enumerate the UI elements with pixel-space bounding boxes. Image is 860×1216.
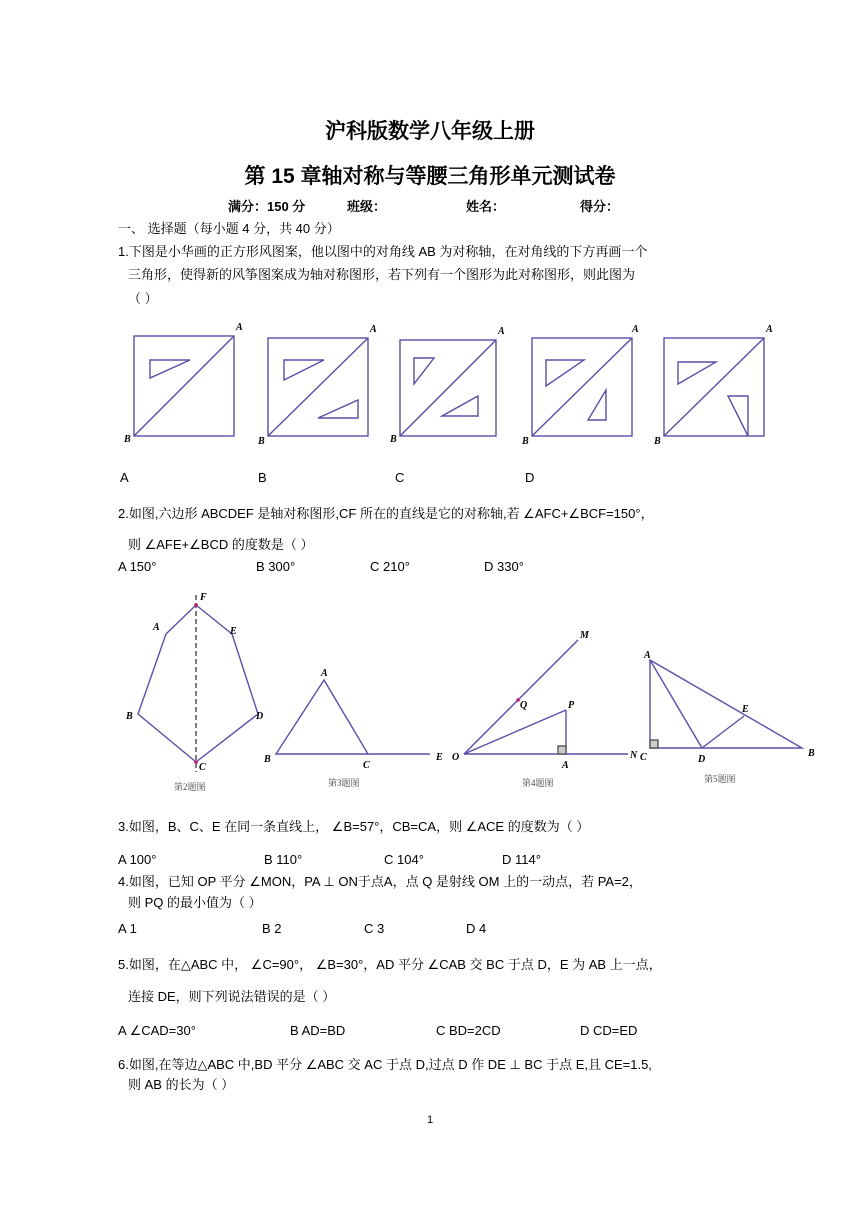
label-f: F (200, 592, 207, 603)
label-e: E (436, 752, 443, 763)
label-b: B (126, 711, 133, 722)
q3-option-c[interactable]: C 104° (384, 852, 424, 867)
fig3-caption: 第3题图 (328, 778, 360, 788)
label-a: A (562, 760, 569, 771)
full-score-label: 满分：150 分 (228, 199, 306, 214)
fig2-caption: 第2题图 (174, 782, 206, 792)
q2-option-d[interactable]: D 330° (484, 559, 524, 574)
label-a: A (644, 650, 651, 661)
name-label: 姓名： (466, 199, 506, 214)
label-m: M (580, 630, 589, 641)
q4-line1: 4.如图，已知 OP 平分 ∠MON，PA ⊥ ON于点A，点 Q 是射线 OM 上的一动点，若 PA=2， (118, 874, 642, 889)
q5-line1: 5.如图，在△ABC 中， ∠C=90°， ∠B=30°，AD 平分 ∠CAB 交 BC 于点 D，E 为 AB 上一点， (118, 957, 662, 972)
q2-option-c[interactable]: C 210° (370, 559, 410, 574)
vertex-a-label: A (236, 322, 243, 333)
q5-option-d[interactable]: D CD=ED (580, 1023, 638, 1038)
q2-line1: 2.如图,六边形 ABCDEF 是轴对称图形,CF 所在的直线是它的对称轴,若 ∠AFC+∠BCF=150°， (118, 506, 654, 521)
q5-option-b[interactable]: B AD=BD (290, 1023, 346, 1038)
label-q: Q (520, 700, 528, 711)
q1-option-c[interactable]: C (395, 470, 405, 485)
triangle-figure (263, 668, 443, 788)
q2-option-b[interactable]: B 300° (256, 559, 296, 574)
label-e: E (230, 626, 237, 637)
page-number: 1 (426, 1114, 434, 1126)
fig4-caption: 第4题图 (522, 778, 554, 788)
section-heading: 一、 选择题（每小题 4 分，共 40 分） (118, 221, 340, 236)
label-o: O (452, 752, 460, 763)
square-figure-2 (257, 324, 377, 447)
q4-option-a[interactable]: A 1 (118, 921, 137, 936)
label-d: D (698, 754, 706, 765)
q1-figures (120, 320, 780, 450)
page-subtitle: 第 15 章轴对称与等腰三角形单元测试卷 (244, 165, 616, 188)
label-a: A (153, 622, 160, 633)
q3-option-a[interactable]: A 100° (118, 852, 157, 867)
q6-line1: 6.如图,在等边△ABC 中,BD 平分 ∠ABC 交 AC 于点 D,过点 D 作 DE ⊥ BC 于点 E,且 CE=1.5, (118, 1057, 652, 1072)
q4-option-c[interactable]: C 3 (364, 921, 385, 936)
label-c: C (640, 752, 647, 763)
square-figure-4 (521, 324, 639, 447)
svg-text:B: B (522, 436, 529, 447)
q4-option-b[interactable]: B 2 (262, 921, 282, 936)
angle-figure (452, 630, 638, 788)
q4-option-d[interactable]: D 4 (466, 921, 487, 936)
page-title: 沪科版数学八年级上册 (325, 120, 535, 143)
square-figure-1 (123, 322, 243, 445)
hexagon-figure (125, 592, 263, 792)
svg-text:A: A (766, 324, 773, 335)
svg-text:B: B (390, 434, 397, 445)
q5-option-a[interactable]: A ∠CAD=30° (118, 1023, 196, 1038)
svg-text:B: B (654, 436, 661, 447)
q5-option-c[interactable]: C BD=2CD (436, 1023, 501, 1038)
q3-option-b[interactable]: B 110° (264, 852, 303, 867)
label-c: C (363, 760, 370, 771)
q4-line2: 则 PQ 的最小值为（ ） (128, 895, 262, 910)
figures-row (118, 590, 828, 800)
q3-option-d[interactable]: D 114° (502, 852, 541, 867)
right-triangle-figure (640, 650, 815, 784)
q3-line1: 3.如图，B、C、E 在同一条直线上， ∠B=57°，CB=CA，则 ∠ACE 的度数为（ ） (118, 819, 590, 834)
q1-line1: 1.下图是小华画的正方形风图案，他以图中的对角线 AB 为对称轴，在对角线的下方再画一个 (118, 244, 648, 259)
q5-line2: 连接 DE，则下列说法错误的是（ ） (128, 989, 336, 1004)
q2-option-a[interactable]: A 150° (118, 559, 157, 574)
fig5-caption: 第5题图 (704, 774, 736, 784)
square-figure-3 (389, 326, 505, 445)
label-d: D (256, 711, 264, 722)
class-label: 班级： (347, 199, 387, 214)
q1-option-a[interactable]: A (120, 470, 129, 485)
label-c: C (199, 762, 206, 773)
label-b: B (264, 754, 271, 765)
vertex-b-label: B (124, 434, 131, 445)
q1-option-d[interactable]: D (525, 470, 535, 485)
label-n: N (630, 750, 638, 761)
label-p: P (568, 700, 575, 711)
svg-text:B: B (258, 436, 265, 447)
svg-text:A: A (632, 324, 639, 335)
svg-text:A: A (370, 324, 377, 335)
q6-line2: 则 AB 的长为（ ） (128, 1077, 235, 1092)
square-figure-5 (653, 324, 773, 447)
label-a: A (321, 668, 328, 679)
label-e: E (742, 704, 749, 715)
q1-line3: （ ） (128, 291, 158, 306)
q1-option-b[interactable]: B (258, 470, 267, 485)
score-label: 得分： (580, 199, 620, 214)
q2-line2: 则 ∠AFE+∠BCD 的度数是（ ） (128, 537, 314, 552)
q1-line2: 三角形，使得新的风筝图案成为轴对称图形，若下列有一个图形为此对称图形，则此图为 (128, 267, 636, 282)
label-b: B (808, 748, 815, 759)
svg-text:A: A (498, 326, 505, 337)
